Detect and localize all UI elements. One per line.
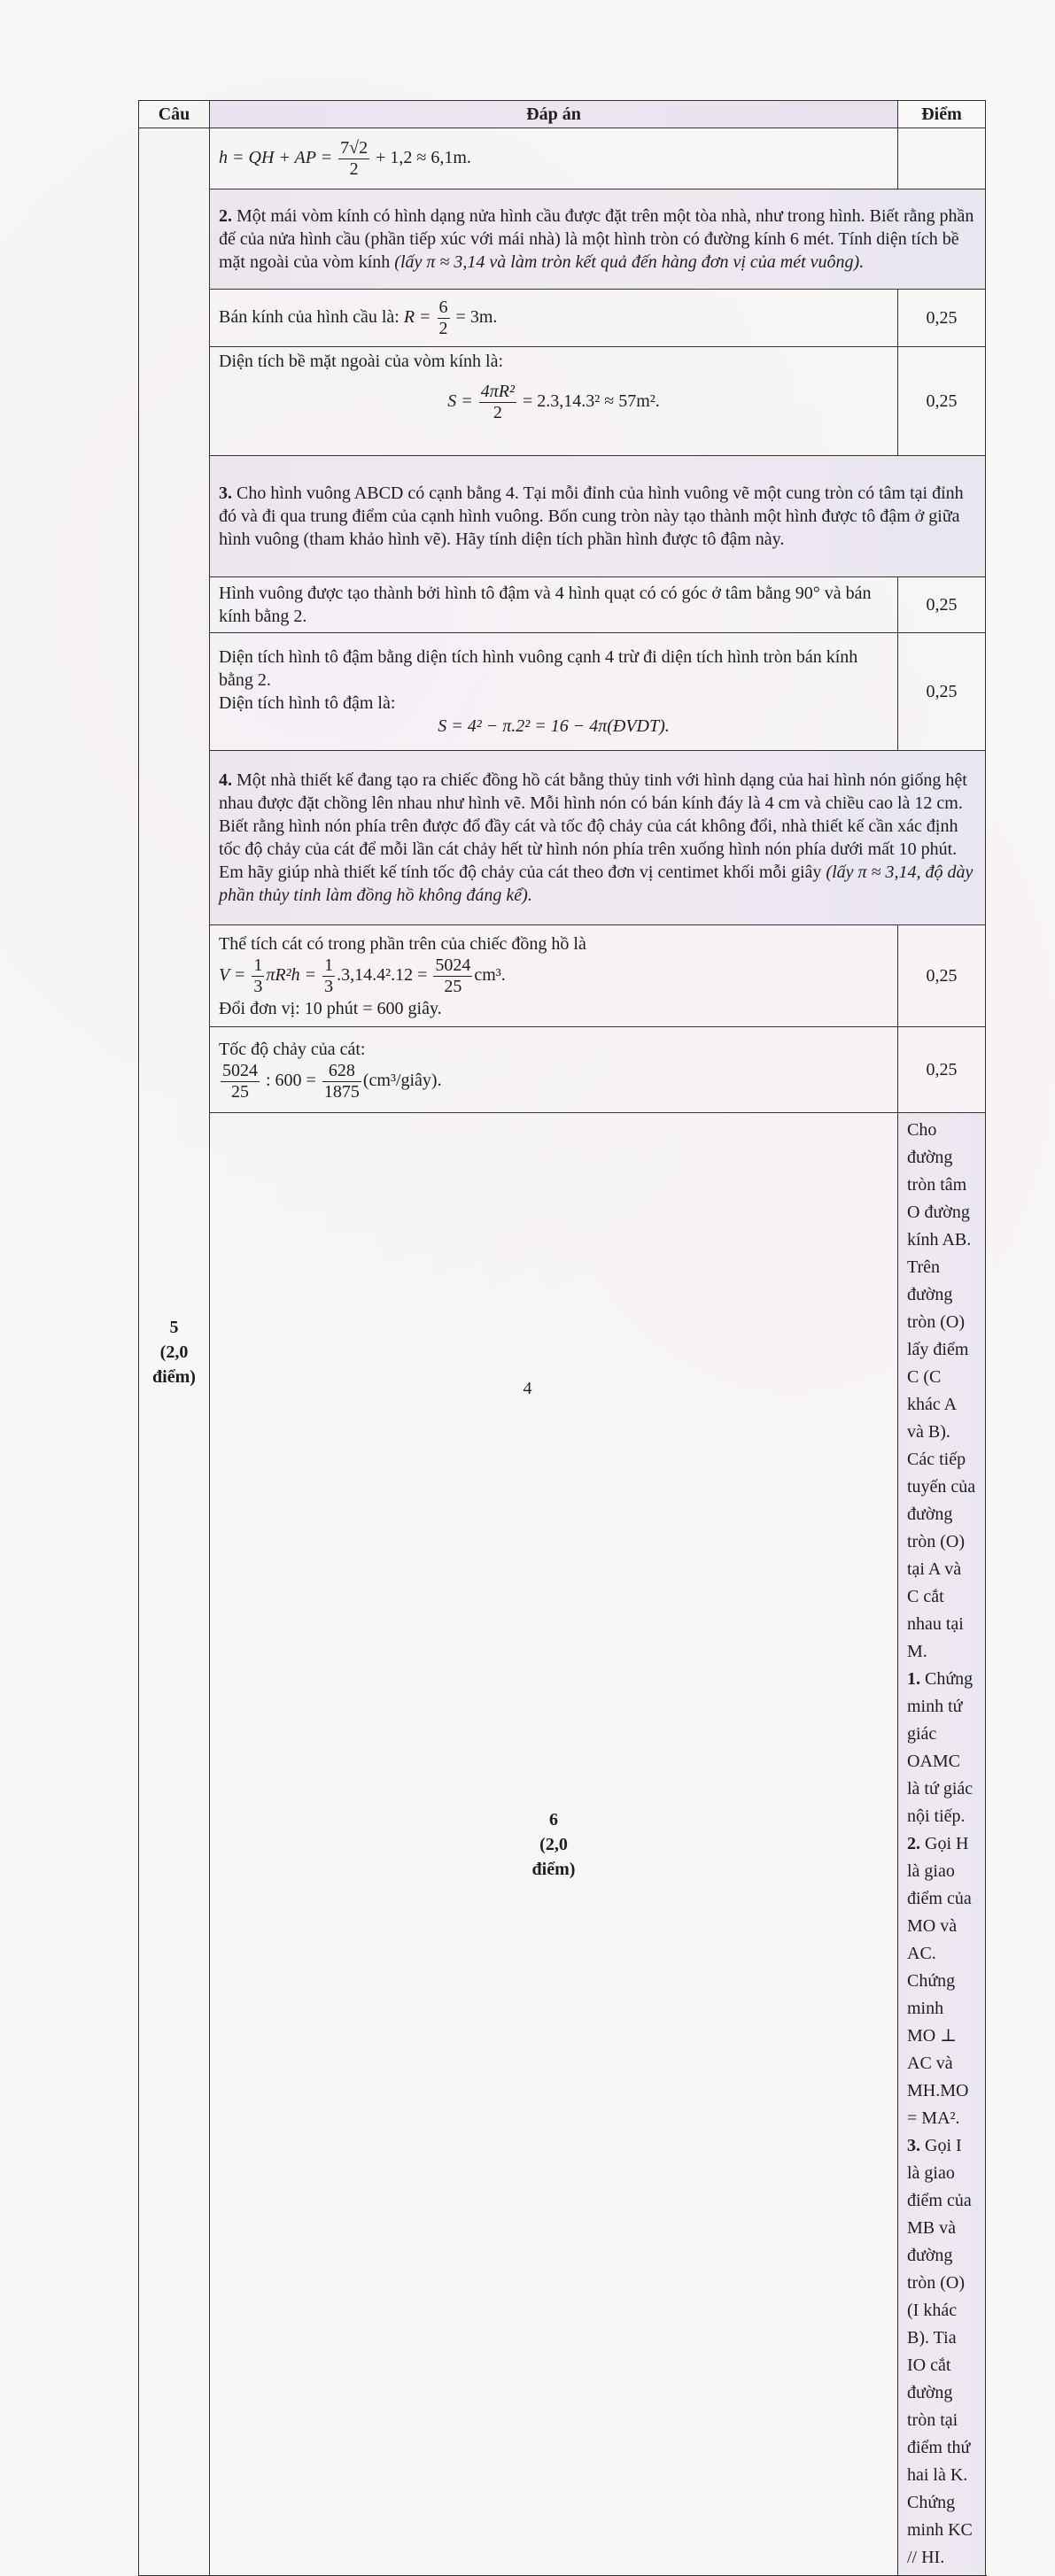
table-header-row <box>139 101 986 128</box>
q5-shaded-area-row <box>139 633 986 751</box>
radius-solution: Bán kính của hình cầu là: R = $\frac{6}{2}$ = 3m. <box>210 290 898 347</box>
volume-points: 0,25 <box>898 925 986 1027</box>
q6-unit: điểm) <box>531 1859 576 1879</box>
problem-4-text: 4. Một nhà thiết kế đang tạo ra chiếc đồng hồ cát bằng thủy tinh với hình dạng của hai hình nón giống hệt nhau được đặt chồng lên nhau như hình vẽ. Mỗi hình nón có bán kính đáy là 4 cm và chiều cao là 12 cm. Biết rằng hình nón phía trên được đổ đầy cát và tốc độ chảy của cát không đổi, nhà thiết kế cần xác định tốc độ chảy của cát để mỗi lần cát chảy hết từ hình nón phía trên xuống hình nón phía dưới mất 10 phút. Em hãy giúp nhà thiết kế tính tốc độ chảy của cát theo đơn vị centimet khối mỗi giây (lấy π ≈ 3,14, độ dày phần thủy tinh làm đồng hồ không đáng kể). <box>210 751 986 925</box>
problem-6-text: Cho đường tròn tâm O đường kính AB. Trên đường tròn (O) lấy điểm C (C khác A và B). Các tiếp tuyến của đường tròn (O) tại A và C cắt nhau tại M. 1. Chứng minh tứ giác OAMC là tứ giác nội tiếp. 2. Gọi H là giao điểm của MO và AC. Chứng minh MO ⊥ AC và MH.MO = MA². 3. Gọi I là giao điểm của MB và đường tròn (O) (I khác B). Tia IO cắt đường tròn tại điểm thứ hai là K. Chứng minh KC // HI. <box>898 1113 986 2576</box>
q5-number: 5 <box>169 1317 179 1337</box>
shaded-area-formula: S = 4² − π.2² = 16 − 4π(ĐVDT). <box>438 716 670 736</box>
q6-item-1: 1. Chứng minh tứ giác OAMC là tứ giác nội tiếp. <box>907 1669 974 1826</box>
q6-number: 6 <box>549 1809 558 1830</box>
sector-solution: Hình vuông được tạo thành bởi hình tô đậm và 4 hình quạt có có góc ở tâm bằng 90° và bán kính bằng 2. <box>210 577 898 633</box>
q6-label <box>210 1113 898 2576</box>
q6-row <box>139 1113 986 2576</box>
q5-sector-row <box>139 577 986 633</box>
q5-r1-points <box>898 128 986 190</box>
problem-3-text: 3. Cho hình vuông ABCD có cạnh bằng 4. Tại mỗi đỉnh của hình vuông vẽ một cung tròn có tâm tại đỉnh đó và đi qua trung điểm của cạnh hình vuông. Bốn cung tròn này tạo thành một hình được tô đậm ở giữa hình vuông (tham khảo hình vẽ). Hãy tính diện tích phần hình được tô đậm này. <box>210 456 986 577</box>
q5-unit: điểm) <box>152 1366 196 1387</box>
area-solution: Diện tích bề mặt ngoài của vòm kính là: S = $\frac{\text{4πR²}}{2}$ = 2.3,14.3² ≈ 57m². <box>210 347 898 456</box>
shaded-area-solution: Diện tích hình tô đậm bằng diện tích hình vuông cạnh 4 trừ đi diện tích hình tròn bán kính bằng 2. Diện tích hình tô đậm là: S = 4² − π.2² = 16 − 4π(ĐVDT). <box>210 633 898 751</box>
q6-item-3: 3. Gọi I là giao điểm của MB và đường tròn (O) (I khác B). Tia IO cắt đường tròn tại điểm thứ hai là K. Chứng minh KC // HI. <box>907 2136 973 2567</box>
area-points: 0,25 <box>898 347 986 456</box>
sector-points: 0,25 <box>898 577 986 633</box>
q5-problem-2 <box>139 190 986 290</box>
q5-row-height-result <box>139 128 986 190</box>
area-formula: S = $\frac{\text{4πR²}}{2}$ = 2.3,14.3² ≈ 57m². <box>447 382 660 422</box>
shaded-area-points: 0,25 <box>898 633 986 751</box>
q5-volume-row <box>139 925 986 1027</box>
q5-flow-rate-row <box>139 1027 986 1113</box>
volume-formula: V = $\frac{1}{3}$ πR²h = $\frac{1}{3}$ .3,14.4².12 = $\frac{5024}{25}$ cm³. <box>219 955 506 996</box>
q5-problem-4 <box>139 751 986 925</box>
flow-rate-solution: Tốc độ chảy của cát: $\frac{5024}{25}$ : 600 = $\frac{628}{1875}$ (cm³/giây). <box>210 1027 898 1113</box>
page-number: 4 <box>523 1379 532 1398</box>
q6-points: (2,0 <box>539 1834 568 1854</box>
header-question: Câu <box>139 101 210 128</box>
volume-solution: Thể tích cát có trong phần trên của chiếc đồng hồ là V = $\frac{1}{3}$ πR²h = $\frac{1}{3}$ .3,14.4².12 = $\frac{5024}{25}$ cm³. Đổi đơn vị: 10 phút = 600 giây. <box>210 925 898 1027</box>
q6-item-2: 2. Gọi H là giao điểm của MO và AC. Chứng minh MO ⊥ AC và MH.MO = MA². <box>907 1834 972 2128</box>
q5-problem-3 <box>139 456 986 577</box>
radius-points: 0,25 <box>898 290 986 347</box>
flow-rate-points: 0,25 <box>898 1027 986 1113</box>
flow-rate-formula: $\frac{5024}{25}$ : 600 = $\frac{628}{1875}$ (cm³/giây). <box>222 1060 442 1102</box>
header-points: Điểm <box>898 101 986 128</box>
header-answer: Đáp án <box>210 101 898 128</box>
q5-radius-row <box>139 290 986 347</box>
answer-key-table <box>138 100 986 2576</box>
problem-2-text: 2. Một mái vòm kính có hình dạng nửa hình cầu được đặt trên một tòa nhà, như trong hình. Biết rằng phần đế của nửa hình cầu (phần tiếp xúc với mái nhà) là một hình tròn có đường kính 6 mét. Tính diện tích bề mặt ngoài của vòm kính (lấy π ≈ 3,14 và làm tròn kết quả đến hàng đơn vị của mét vuông). <box>210 190 986 290</box>
q5-height-formula: h = QH + AP = $\frac{7√2}{2}$ + 1,2 ≈ 6,1m. <box>210 128 898 190</box>
q5-area-row <box>139 347 986 456</box>
q5-label <box>139 128 210 2576</box>
q5-points: (2,0 <box>159 1342 189 1362</box>
